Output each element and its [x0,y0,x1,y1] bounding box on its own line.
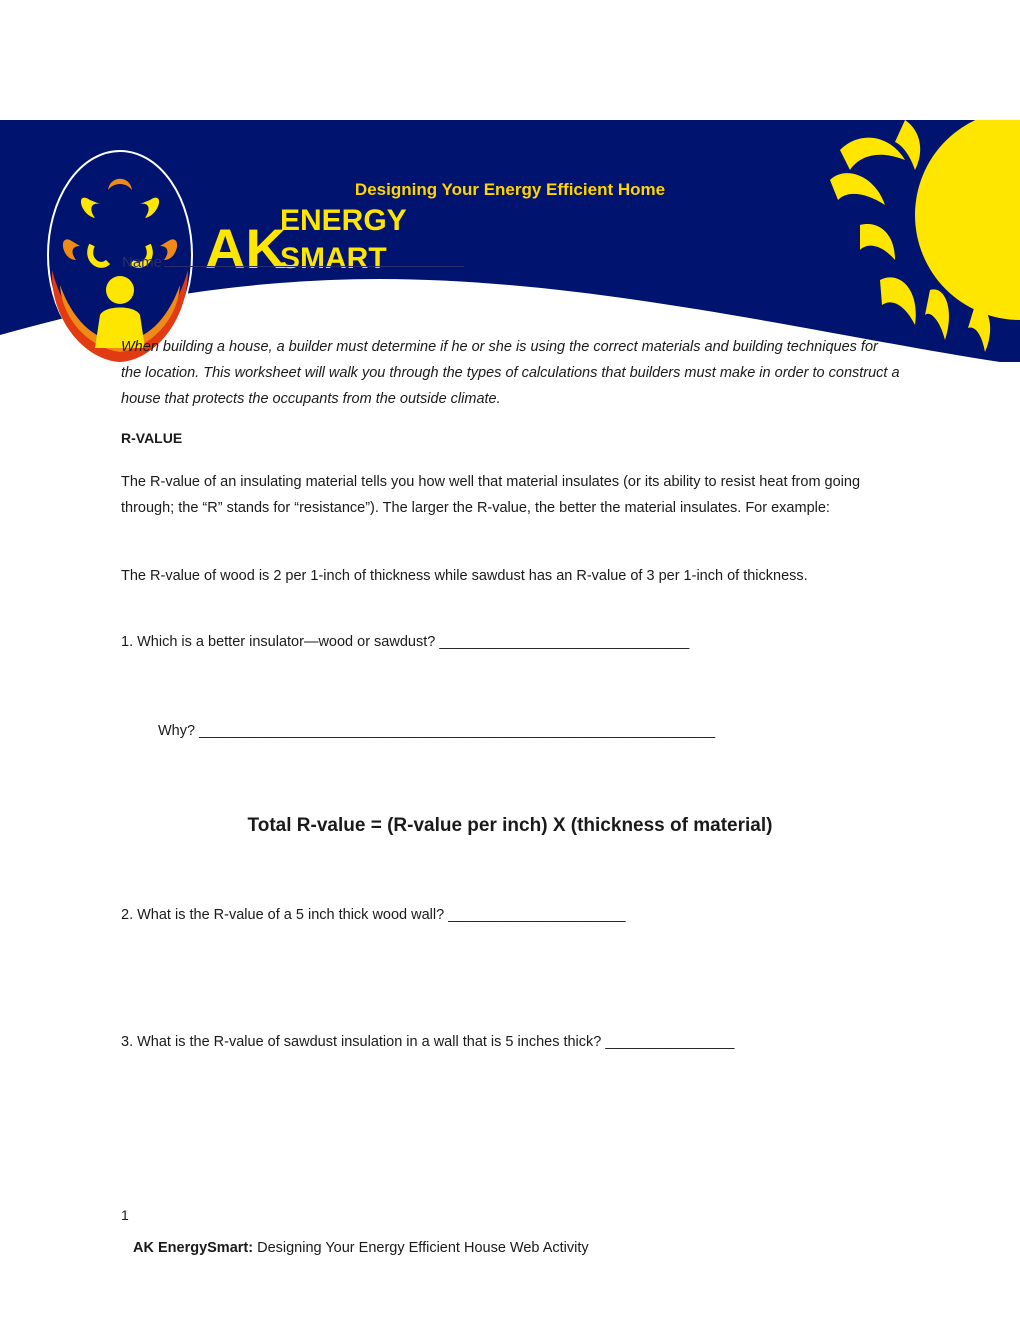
question-1[interactable]: 1. Which is a better insulator—wood or sawdust? _______________________________ [121,634,690,650]
r-value-explanation: The R-value of an insulating material tells you how well that material insulates (or its ability to resist heat from going through; the “R” stands for “resistance”). The larger the R-value, the better the material insulates. For example: [121,474,861,516]
section-heading-r-value: R-VALUE [121,430,183,446]
footer [133,1240,589,1256]
question-3[interactable]: 3. What is the R-value of sawdust insulation in a wall that is 5 inches thick? ________________ [121,1034,735,1050]
document-title: Designing Your Energy Efficient Home [354,180,666,199]
question-1-why[interactable]: Why? ________________________________________________________________ [158,723,716,739]
question-2[interactable]: 2. What is the R-value of a 5 inch thick wood wall? ______________________ [121,907,626,923]
name-label: Name [122,254,163,271]
header-banner [0,120,1020,362]
logo-prefix: AK [205,217,286,280]
logo-line2: SMART [280,242,387,275]
footer-text: Designing Your Energy Efficient House Web Activity [253,1240,589,1256]
page-number: 1 [121,1207,129,1223]
name-blank[interactable] [164,252,464,267]
total-r-value-formula: Total R-value = (R-value per inch) X (thickness of material) [247,815,773,836]
intro-paragraph: When building a house, a builder must determine if he or she is using the correct materials and building techniques for the location. This worksheet will walk you through the types of calculations that builders must make in order to construct a house that protects the occupants from the outside climate. [121,339,900,407]
r-value-example: The R-value of wood is 2 per 1-inch of thickness while sawdust has an R-value of 3 per 1-inch of thickness. [121,568,808,584]
name-field[interactable] [122,252,464,271]
footer-brand: AK EnergySmart: [133,1240,254,1256]
logo-line1: ENERGY [280,204,407,237]
